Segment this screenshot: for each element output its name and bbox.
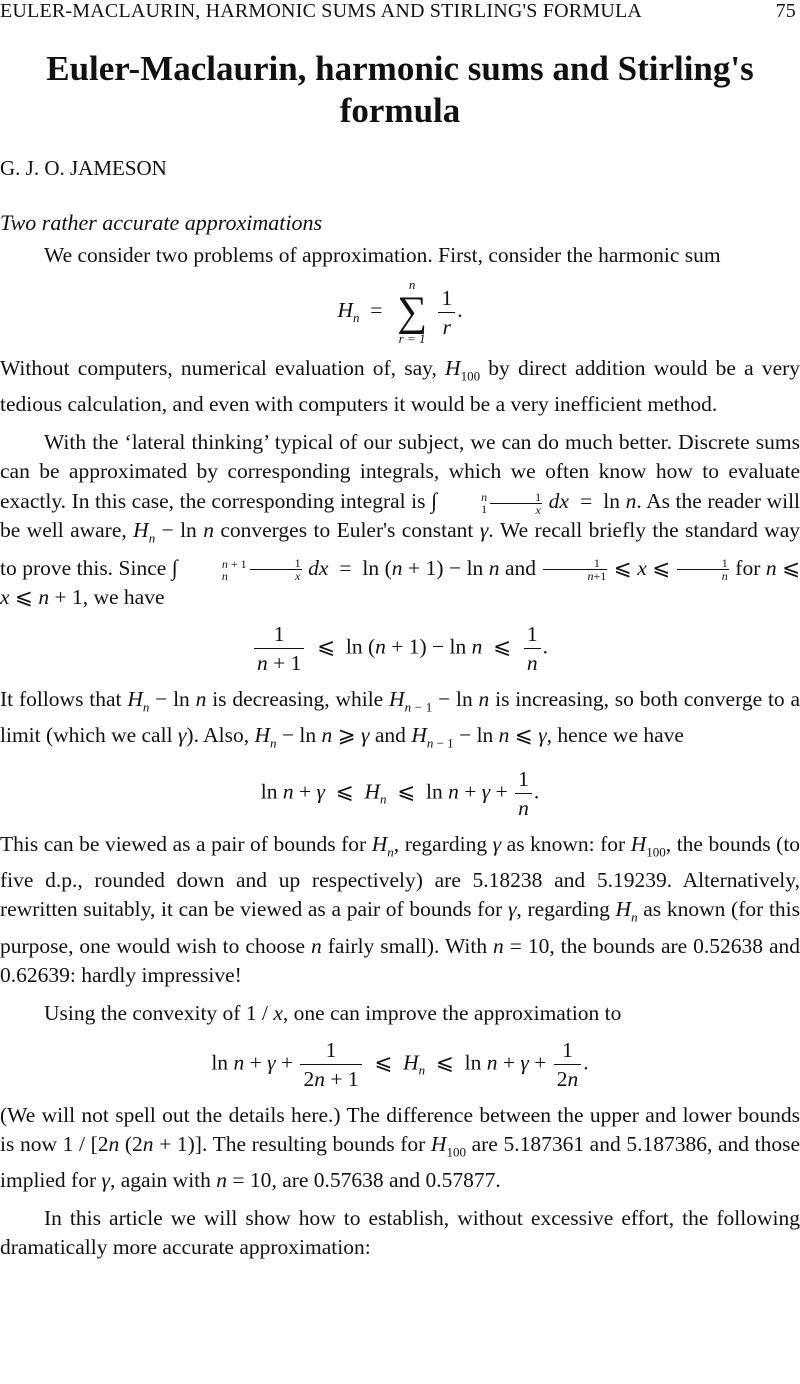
paragraph: We consider two problems of approximation. First, consider the harmonic sum (44, 243, 721, 267)
paragraph: (We will not spell out the details here.) The difference between the upper and lower bounds is now 1 / [2n (2n + 1)]. The resulting bounds for $H_{100}$ are 5.187361 and 5.187386, and those implied for γ, again with n = 10, are 0.57638 and 0.57877. (0, 1102, 800, 1193)
equation-gamma-bounds: ln n + γ ⩽ $H_n$ ⩽ ln n + γ + $\frac{1}{n}$ . (260, 767, 540, 821)
paragraph: In this article we will show how to establish, without excessive effort, the following dramatically more accurate approximation: (0, 1206, 800, 1260)
paragraph: With the ‘lateral thinking’ typical of our subject, we can do much better. Discrete sums can be approximated by corresponding integrals, which we often know how to evaluate exactly. In this case, the corresponding integral is ∫ n 1 $\frac{1}{x}$ dx = ln n. As the reader will be well aware, $H_n - \ln n$ converges to Euler's constant γ. We recall briefly the standard way to prove this. Since ∫ n + 1 n $\frac{1}{x}$ dx = ln (n + 1) − ln n and $\frac{1}{n+1}$ ⩽ x ⩽ $\frac{1}{n}$ for n ⩽ x ⩽ n + 1, we have (0, 430, 800, 609)
article-title: Euler-Maclaurin, harmonic sums and Stirling's formula (46, 49, 754, 130)
section-heading: Two rather accurate approximations (0, 210, 323, 235)
paragraph: Using the convexity of 1 / x, one can improve the approximation to (44, 1000, 622, 1025)
equation-improved-bounds: ln n + γ + $\frac{1}{2n + 1}$ ⩽ $H_n$ ⩽ ln n + γ + $\frac{1}{2n}$ . (211, 1037, 589, 1091)
paragraph: This can be viewed as a pair of bounds for $H_n$, regarding γ as known: for $H_{100}$, the bounds (to five d.p., rounded down and up respectively) are 5.18238 and 5.19239. Alternatively, rewritten suitably, it can be viewed as a pair of bounds for γ, regarding $H_n$ as known (for this purpose, one would wish to choose n fairly small). With n = 10, the bounds are 0.52638 and 0.62639: hardly impressive! (0, 832, 800, 987)
running-head-title: EULER-MACLAURIN, HARMONIC SUMS AND STIRLING'S FORMULA (0, 0, 643, 22)
running-head (0, 0, 800, 24)
page-number: 75 (775, 0, 796, 22)
author: G. J. O. JAMESON (0, 156, 167, 180)
paragraph: It follows that $H_n - \ln n$ is decreasing, while $H_{n - 1} - \ln n$ is increasing, so both converge to a limit (which we call γ). Also, $H_n - \ln n$ ⩾ γ and $H_{n - 1} - \ln n$ ⩽ γ, hence we have (0, 686, 800, 751)
equation-harmonic-sum: $H_n$ = n ∑ r = 1 $\frac{1}{r}$ . (337, 277, 463, 346)
article-body (0, 241, 800, 1262)
paragraph: Without computers, numerical evaluation of, say, $H_{100}$ by direct addition would be a very tedious calculation, and even with computers it would be a very inefficient method. (0, 356, 800, 417)
equation-log-bounds: $\frac{1}{n + 1}$ ⩽ ln (n + 1) − ln n ⩽ $\frac{1}{n}$ . (0, 620, 800, 677)
